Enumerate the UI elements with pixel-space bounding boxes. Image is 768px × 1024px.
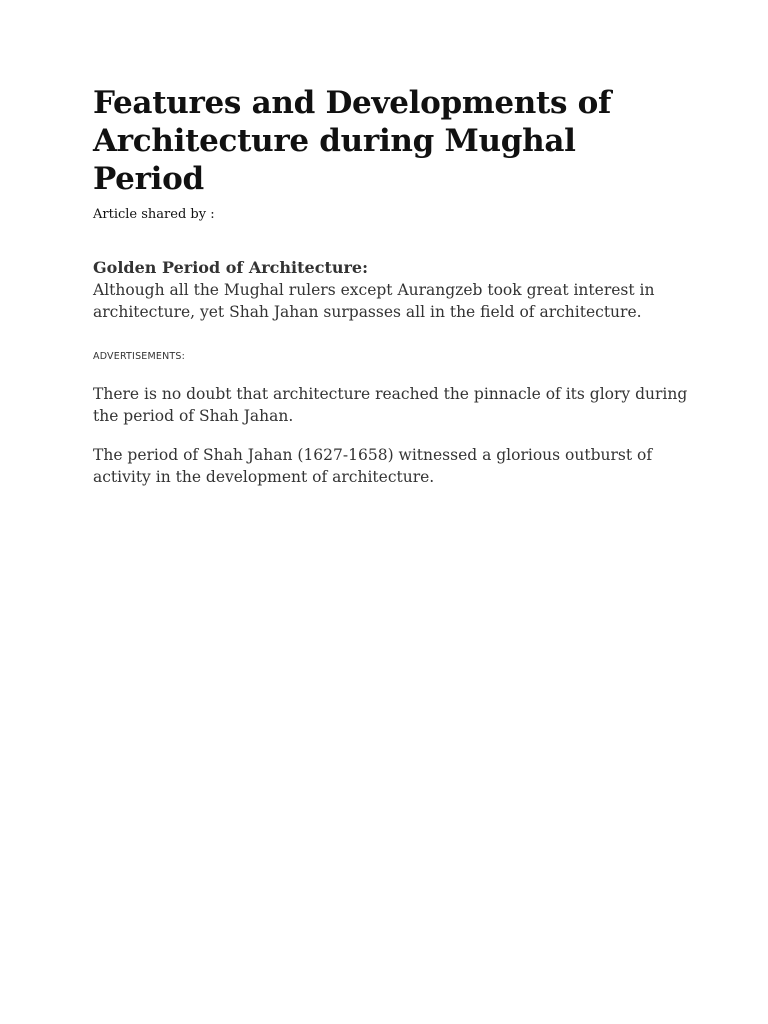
- paragraph-1: Although all the Mughal rulers except Aurangzeb took great interest in architecture, yet Shah Jahan surpasses all in the field of architecture.: [93, 281, 655, 321]
- paragraph-3: The period of Shah Jahan (1627-1658) witnessed a glorious outburst of activity in the development of architecture.: [93, 446, 653, 486]
- paragraph-2: There is no doubt that architecture reached the pinnacle of its glory during the period of Shah Jahan.: [93, 385, 688, 425]
- article-body: [93, 84, 693, 488]
- ads-label: ADVERTISEMENTS:: [93, 351, 186, 362]
- section-heading: Golden Period of Architecture:: [93, 258, 368, 277]
- article-title: Features and Developments of Architecture during Mughal Period: [93, 85, 612, 197]
- article-byline: Article shared by :: [93, 207, 215, 222]
